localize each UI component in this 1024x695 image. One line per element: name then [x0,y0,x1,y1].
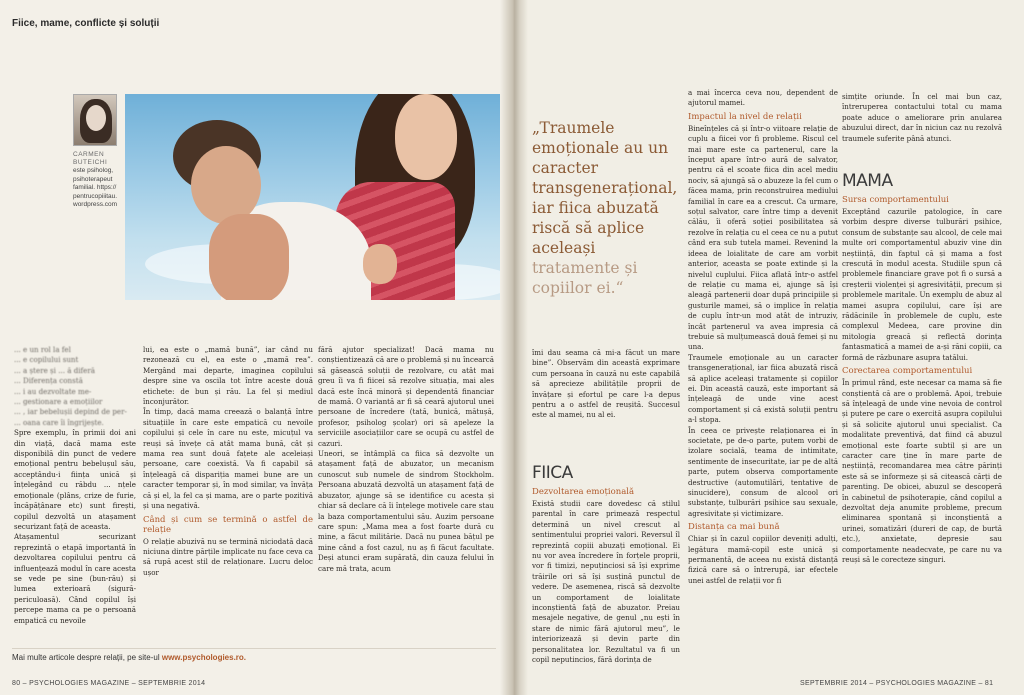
paragraph: fără ajutor specializat! Dacă mama nu conștientizează că are o problemă și nu încearcă să găsească soluții de rezolvare, cu atât mai greu îi va fi fiicei să rezolve situația, mai ales dacă este încă minoră și dependentă financiar de mamă. O variantă ar fi să ceară ajutorul unei persoane de încredere (tată, bunică, mătușă, profesor, psiholog școlar) ori să apeleze la serviciile asociațiilor care se ocupă cu astfel de cazuri. [318,345,494,448]
subheading: Distanța ca mai bună [688,522,780,533]
paragraph: O relație abuzivă nu se termină niciodată dacă niciuna dintre părțile implicate nu face ceva ca să rupă acest stil de relaționare. Lucru deloc ușor [143,536,313,577]
paragraph: Traumele emoționale au un caracter transgenerațional, iar fiica abuzată riscă să aplice aceleași tratamente și copiilor ei. Din această cauză, este important să înțeleagă de unde vine acest comportament și că există soluții pentru a-l stopa. [688,352,838,425]
subheading: Dezvoltarea emoțională [532,487,635,497]
subheading: Când și cum se termină o astfel de relație [143,514,313,535]
footer-link[interactable]: www.psychologies.ro. [161,653,247,662]
page-gutter [500,0,528,695]
paragraph: Atașamentul securizant reprezintă o etapă importantă în dezvoltarea copilului pentru că influențează modul în care acesta se vede pe sine (bun-rău) și lumea exterioară (sigură-periculoasă). Când copilul își percepe mama ca pe o persoană empatică cu nevoile [14,532,136,625]
subheading: Sursa comportamentului [842,195,949,205]
hand [363,244,397,284]
page-folio-left: 80 – PSYCHOLOGIES MAGAZINE – SEPTEMBRIE 2014 [12,680,206,687]
article-column-3 [318,345,494,645]
author-face [86,105,106,131]
paragraph: ... , iar bebelușii depind de per- [14,407,127,417]
paragraph: Chiar și în cazul copiilor deveniți adulți, legătura mamă-copil este unică și permanentă, de aceea nu există distanță fizică care să o întrerupă, iar efectele unei astfel de relații vor fi [688,534,838,585]
paragraph: ... e copilului sunt [14,355,79,365]
paragraph: Uneori, se întâmplă ca fiica să dezvolte un atașament față de abuzator, un mecanism cunoscut sub numele de sindrom Stockholm. Persoana abuzată dezvoltă un atașament față de abuzator, ajunge să se identifice cu acesta și chiar să declare că îi înțelege motivele care stau la baza comportamentului său. Auzim persoane care spun: „Mama mea a fost foarte dură cu mine, a făcut militărie. Dacă nu punea bățul pe mine când a fost cazul, nu aș fi făcut facultate. Deși atunci eram supărată, din cauza felului în care mă trata, acum [318,449,494,573]
paragraph: îmi dau seama că mi-a făcut un mare bine”. Observăm din această exprimare cum persoana în cauză nu este capabilă să aprecieze abilitățile proprii de învățare și efortul pe care l-a depus pentru a o astfel de reușită. Succesul este al mamei, nu al ei. [532,348,680,420]
paragraph: Exceptând cazurile patologice, în care vorbim despre diverse tulburări psihice, consum de substanțe sau alcool, de cele mai multe ori comportamentul abuziv vine din neștiință, din faptul că și mama a fost crescută în modul acesta. Studiile spun că problemele financiare grave pot fi o sursă a creșterii violenței și agresivității, precum și problemele maritale. Un exemplu de abuz al mamei asupra copilului, care își are rădăcinile în problemele de cuplu, este complexul Medeea, care provine din mitologia greacă și reflectă dorința fantasmatică a mamei de a-și răni copiii, ca formă de răzbunare asupra tatălui. [842,207,1002,362]
author-bio: este psiholog, psihoterapeut familial. https:// pentrucopiiitau. wordpress.com [73,167,118,208]
paragraph: a mai încerca ceva nou, dependent de ajutorul mamei. [688,88,838,108]
subheading: Impactul la nivel de relații [688,111,802,122]
paragraph: În primul rând, este necesar ca mama să fie conștientă că are o problemă. Apoi, trebuie să înțeleagă de unde vine nevoia de control și putere pe care o exercită asupra copilului și să solicite ajutorul unui specialist. Ca modalitate preventivă, dat fiind că abuzul emoțional este foarte subtil și are un caracter care ține în mare parte de neștiință, recomandarea mea către părinți este să se informeze și să citească cărți de parenting. De obicei, abuzul se descoperă în cabinetul de psihoterapie, când copilul a dezvoltat deja anumite probleme, precum eliminarea spontană și inconștientă a urinei, somatizări (dureri de cap, de burtă etc.), anxietate, depresie sau comportamente neadecvate, pe care nu va reuși să le corecteze singuri. [842,378,1002,564]
paragraph: ... e un rol la fel [14,345,71,354]
footer-text: Mai multe articole despre relații, pe site-ul [12,653,160,662]
paragraph: ... gestionare a emoțiilor [14,397,103,407]
section-label: Fiice, mame, conflicte și soluții [12,18,160,29]
article-column-2 [143,345,313,645]
mother-face [191,146,261,224]
paragraph: ... i au dezvoltate me- [14,386,92,396]
right-column-3-bottom [842,192,1002,678]
article-column-1 [14,345,136,635]
pull-quote-text: „Traumele emoționale au un caracter transgenerațional, iar fiica abuzată riscă să aplice aceleași [532,119,678,257]
paragraph: În timp, dacă mama creează o balanță între situațiile în care este empatică cu nevoile copilului și cele în care nu este, micuțul va reuși să învețe că atât mama bună, cât și mama rea sunt două fațete ale aceleiași persoane, care coexistă. Va fi capabil să înțeleagă că dispariția mamei bune are un caracter temporar și, în mod similar, va învăța că și el, la fel ca și mama, are o parte pozitivă și una negativă. [143,407,313,511]
right-column-1-top [532,348,680,428]
footer-note [12,648,496,668]
right-column-2 [688,88,838,678]
pull-quote [532,118,677,298]
arm [209,214,289,300]
paragraph: În ceea ce privește relaționarea ei în societate, pe de-o parte, putem vorbi de izolare socială, teama de intimitate, sentimente de insecuritate, iar pe de altă parte, putem observa comportamente destructive (automutilări, tentative de sinucidere), consum de alcool ori substanțe, tulburări psihice sau sexuale, agresivitate și victimizare. [688,425,838,518]
left-page [0,0,510,695]
paragraph: lui, ea este o „mamă bună”, iar când nu rezonează cu el, ea este o „mamă rea”. Mergând mai departe, imaginea copilului despre sine va oscila tot între aceste două etichete: de bun și rău. La fel și mediul înconjurător. [143,345,313,407]
paragraph: ... Diferența constă [14,376,83,386]
paragraph: simțite oriunde. În cel mai bun caz, întreruperea contactului total cu mama poate aduce o ameliorare prin anularea abuzului direct, dar în niciun caz nu rezolvă traumele suferite până atunci. [842,92,1002,143]
paragraph: ... oana care îi îngrijește. [14,417,104,427]
right-column-3-top [842,92,1002,168]
page-folio-right: SEPTEMBRIE 2014 – PSYCHOLOGIES MAGAZINE – 81 [800,680,994,687]
paragraph: Există studii care dovedesc că stilul parental în care primează respectul determină un nivel crescut al sentimentului propriei valori. Reversul îl reprezintă copiii abuzați emoțional. Ei nu vor avea încredere în forțele proprii, vor fi timizi, nepuținciosi să își exprime trăirile ori să își susțină punctul de vedere. De asemenea, riscă să dezvolte un comportament de loialitate inconștientă față de abuzator. Preiau mesajele negative, de genul „nu ești în stare de nimic fără ajutorul meu”, le interiorizează și devin parte din personalitatea lor. Rezultatul va fi un copil neputincios, fără dorința de [532,499,680,665]
right-column-1-bottom [532,484,680,680]
subheading: Corectarea comportamentului [842,366,973,377]
author-photo [73,94,117,146]
hero-photo-mother-daughter-hug [125,94,501,300]
pull-quote-tail: tratamente și copiilor ei.“ [532,259,638,297]
paragraph: Bineînțeles că și într-o viitoare relație de cuplu a fiicei vor fi probleme. Riscul cel mai mare este ca partenerul, care la început apare într-o aură de salvator, pentru că el scoate fiica din acel mediu nociv, să ajungă să o abuzeze la fel cum o făcea mama, prin reconstruirea mediului familial în care ea a crescut. Ca urmare, soțul salvator, care între timp a devenit călău, îi oferă soției posibilitatea să rezolve în relația cu el ceea ce nu a putut când era sub tutela mamei. Revenind la ideea de loialitate de care am vorbit anterior, aceasta se poate extinde și la nivelul cuplului. Fiica aflată într-o astfel de relație cu mama ei, ajunge să își aleagă partenerii doar după principiile și gusturile mamei, să o implice în relația de cuplu într-un mod atât de intruziv, încât partenerul va avea impresia că trebuie să mulțumească două femei și nu una. [688,123,838,352]
paragraph: ... a ștere și ... ă diferă [14,365,95,375]
daughter-face [395,94,457,180]
section-heading-mama: MAMA [842,171,893,191]
section-heading-fiica: FIICA [532,463,573,483]
author-name: CARMEN BUTEICHI [73,151,108,166]
paragraph: Spre exemplu, în primii doi ani din viață, dacă mama este disponibilă din punct de vedere emoțional pentru bebelușul său, acceptându-i ființa unică și înțelegând cu răbdu ... nțele emoționale (plâns, crize de furie, încăpățânare etc) sunt firești, copilul dezvoltă un atașament securizant față de aceasta. [14,428,136,531]
